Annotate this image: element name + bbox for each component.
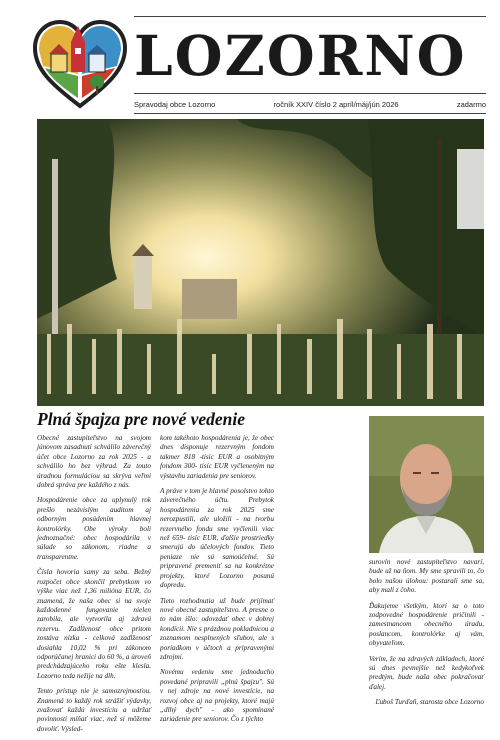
article-headline: Plná špajza pre nové vedenie — [37, 409, 246, 429]
article-column-1 — [37, 434, 151, 740]
paragraph: A práve v tom je hlavné posolstvo tohto záverečného účtu. Prebytok hospodárenia za rok 2025 sme nerozpustili, ale uložili - na tvorbu rezervného fondu sme vyčlenili viac než 659- tisíc EUR, ďalšie prostriedky smerujú do účelových fondov. Tieto peniaze nie sú samoúčelné. Sú pripravené premeniť sa na konkrétne projekty, ktoré Lozorno posunú dopredu. — [160, 487, 274, 590]
masthead-rule — [134, 93, 486, 94]
cover-photo-sunset-garden — [37, 119, 484, 406]
village-crest-logo — [31, 14, 129, 112]
paragraph: Ďakujeme všetkým, ktorí sa o toto zodpovedné hospodárenie pričinili - zamestnancom obecného úradu, poslancom, kontrolórke aj vám, obyvateľom. — [369, 601, 484, 648]
masthead-title: LOZORNO — [134, 23, 467, 88]
author-signature: Ľuboš Turďaň, starosta obce Lozorno — [375, 698, 484, 707]
issue-rule — [134, 113, 486, 114]
paragraph: surovín nové zastupiteľstvo navarí, bude už na ňom. My sme spravili to, čo bolo našou úlohou: postarali sme sa, aby mali z čoho. — [369, 558, 484, 595]
paragraph: Verím, že na zdravých základoch, ktoré sú dnes pevnejšie než kedykoľvek predtým, bude naša obec pokračovať ďalej. — [369, 654, 484, 691]
mayor-portrait-photo — [369, 416, 484, 553]
paragraph: kom takéhoto hospodárenia je, že obec dnes disponuje rezervným fondom takmer 818 -tisíc EUR a osobitným fondom 300- tisíc EUR vyčleneným na výstavbu zariadenia pre seniorov. — [160, 434, 274, 480]
paragraph: Tento prístup nie je samozrejmosťou. Znamená to každý rok strážiť výdavky, zvažovať každú investíciu a udržať povinnosti míňať viac, než si môžeme dovoliť. Výsled- — [37, 687, 151, 733]
issue-number: ročník XXIV číslo 2 apríl/máj/jún 2026 — [273, 99, 399, 109]
paragraph: Čísla hovoria samy za seba. Bežný rozpočet obce skončil prebytkom vo výške viac než 1,36 milióna EUR, čo znamená, že naša obec si na svoje každodenné fungovanie nielen zarobila, ale vytvorila aj zdravú rezervu. Zadĺženosť obce pritom zostáva nízka - celková zadĺženosť dosiahla 10,02 % pri zákonom odporúčanej hranici do 60 %, a úroveň predchádzajúceho roku ešte klesla. Lozorno teda nežije na dlh. — [37, 568, 151, 680]
masthead-top-rule — [134, 16, 486, 17]
price-label: zadarmo — [456, 99, 486, 109]
paragraph: Tieto rozhodnutia už bude prijímať nové obecné zastupiteľstvo. A presne o to nám išlo: odovzdať obec v dobrej kondícii. Nie s prázdnou pokladnicou a zoznamom nesplnených sľubov, ale s poriadkom v účtoch a pripravenými zdrojmi. — [160, 596, 274, 661]
publication-subtitle: Spravodaj obce Lozorno — [134, 99, 216, 109]
paragraph: Obecné zastupiteľstvo na svojom júnovom zasadnutí schválilo záverečný účet obce Lozorno za rok 2025 - a schválilo ho bez výhrad. Za touto úradnou formuláciou sa skrýva veľmi dobrá správa pre každého z nás. — [37, 434, 151, 490]
article-column-3 — [369, 558, 484, 714]
paragraph: Novému vedeniu sme jednoducho povedané pripravili „plnú špajzu". Sú v nej zdroje na nové investície, na rozvoj obce aj na projekty, ktoré majú „dlhý dych" - ako spomínané zariadenie pre seniorov. Čo z týchto — [160, 668, 274, 724]
paragraph: Hospodárenie obce za uplynulý rok prešlo nezávislým auditom aj odborným posúdením hlavnej kontrolórky. Obe výroky boli jednoznačné: obec hospodárila v súlade so zákonom, riadne a transparentne. — [37, 496, 151, 561]
issue-info-bar — [134, 97, 486, 111]
article-column-2 — [160, 434, 274, 731]
